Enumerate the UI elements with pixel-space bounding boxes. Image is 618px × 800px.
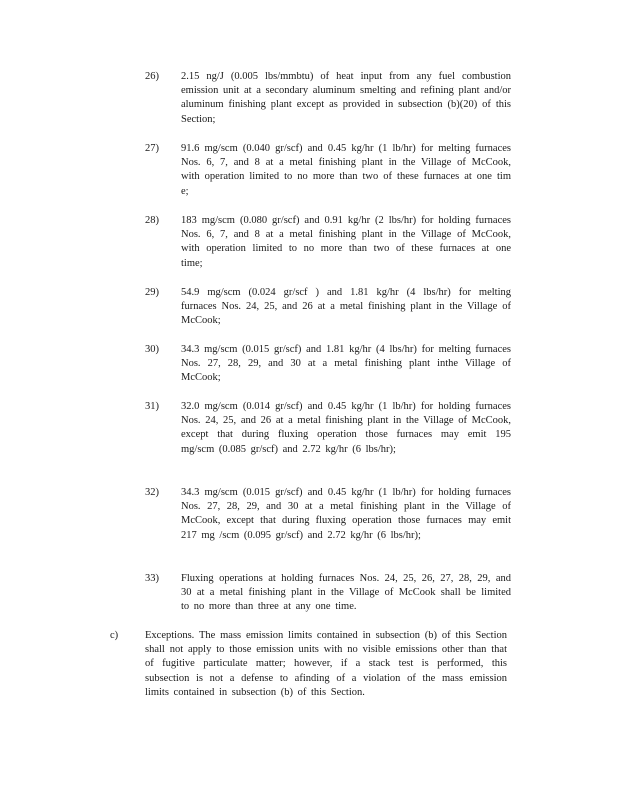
item-text: Fluxing operations at holding furnaces Nos. 24, 25, 26, 27, 28, 29, and 30 at a metal finishing plant in the Village of McCook shall be limited to no more than three at any one time. <box>181 573 511 613</box>
item-text: 91.6 mg/scm (0.040 gr/scf) and 0.45 kg/hr (1 lb/hr) for melting furnaces Nos. 6, 7, and 8 at a metal finishing plant in the Village of McCook, with operation limited to no more than two of these furnaces at one tim e; <box>181 143 511 197</box>
item-number: 28) <box>145 215 159 226</box>
item-text: 54.9 mg/scm (0.024 gr/scf ) and 1.81 kg/hr (4 lbs/hr) for melting furnaces Nos. 24, 25, and 26 at a metal finishing plant in the Village of McCook; <box>181 287 511 327</box>
item-text: 34.3 mg/scm (0.015 gr/scf) and 1.81 kg/hr (4 lbs/hr) for melting furnaces Nos. 27, 28, 29, and 30 at a metal finishing plant inthe Village of McCook; <box>181 344 511 384</box>
item-number: 32) <box>145 487 159 498</box>
subsection-letter: c) <box>110 630 119 641</box>
item-text: 32.0 mg/scm (0.014 gr/scf) and 0.45 kg/hr (1 lb/hr) for holding furnaces Nos. 24, 25, and 26 at a metal finishing plant in the Village of McCook, except that during fluxing operation those furnaces may emit 195 mg/scm (0.085 gr/scf) and 2.72 kg/hr (6 lbs/hr); <box>181 401 511 455</box>
item-text: 34.3 mg/scm (0.015 gr/scf) and 0.45 kg/hr (1 lb/hr) for holding furnaces Nos. 27, 28, 29, and 30 at a metal finishing plant in the Village of McCook, except that during fluxing operation those furnaces may emit 217 mg /scm (0.095 gr/scf) and 2.72 kg/hr (6 lbs/hr); <box>181 487 511 541</box>
item-number: 27) <box>145 143 159 154</box>
item-number: 33) <box>145 573 159 584</box>
item-number: 29) <box>145 287 159 298</box>
item-text: 2.15 ng/J (0.005 lbs/mmbtu) of heat input from any fuel combustion emission unit at a secondary aluminum smelting and refining plant and/or aluminum finishing plant except as provided in subsection (b)(20) of this Section; <box>181 71 511 125</box>
item-text: 183 mg/scm (0.080 gr/scf) and 0.91 kg/hr (2 lbs/hr) for holding furnaces Nos. 6, 7, and 8 at a metal finishing plant in the Village of McCook, with operation limited to no more than two of these furnaces at one time; <box>181 215 511 269</box>
exceptions-text: Exceptions. The mass emission limits contained in subsection (b) of this Section shall not apply to those emission units with no visible emissions other than that of fugitive particulate matter; however, if a stack test is performed, this subsection is not a defense to afinding of a violation of the mass emission limits contained in subsection (b) of this Section. <box>145 630 507 698</box>
item-number: 26) <box>145 71 159 82</box>
item-number: 30) <box>145 344 159 355</box>
item-number: 31) <box>145 401 159 412</box>
